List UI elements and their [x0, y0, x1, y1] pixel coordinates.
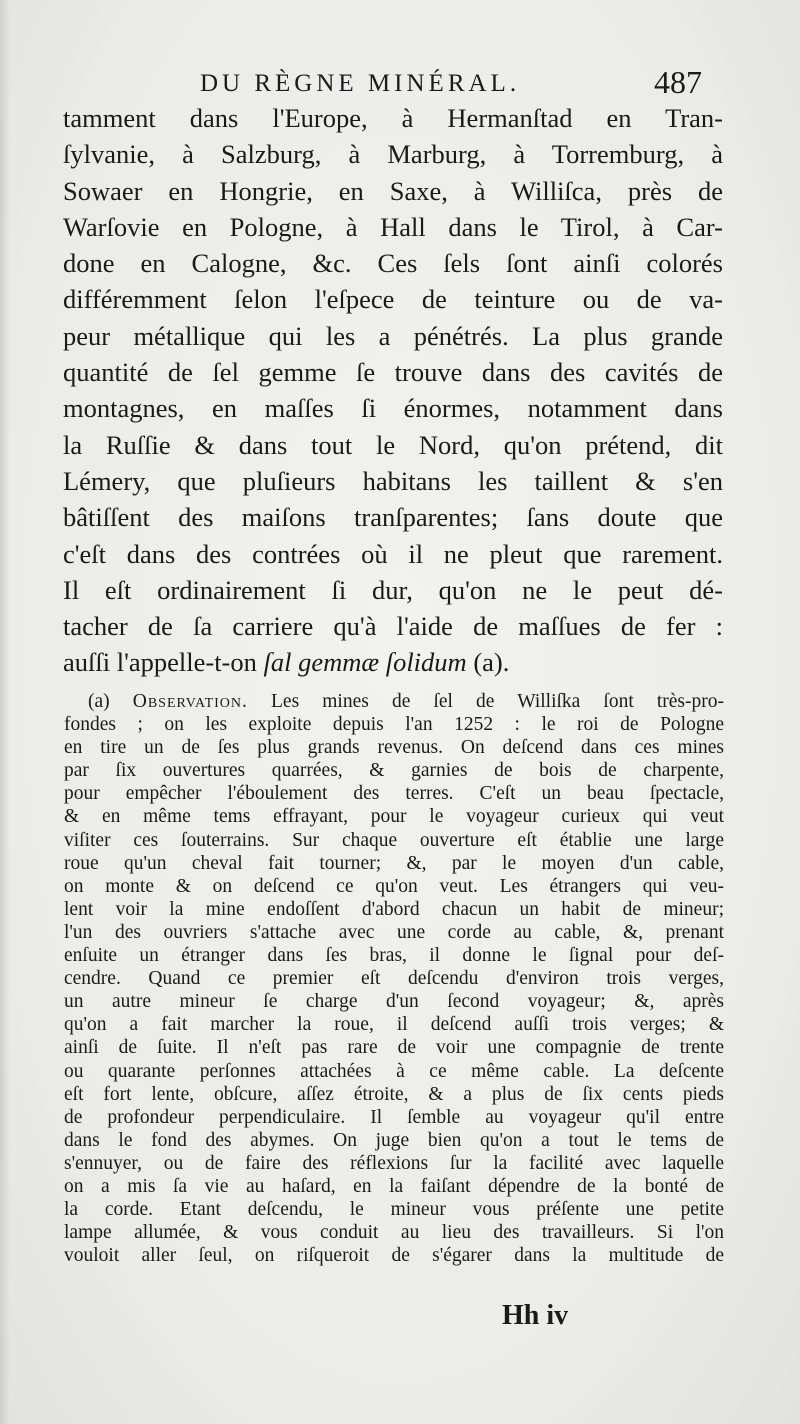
footnote-line: lent voir la mine endoſſent d'abord chacun un habit de mineur; [64, 898, 724, 920]
text-line: done en Calogne, &c. Ces ſels ſont ainſi colorés [63, 248, 723, 279]
footnote-line: ainſi de ſuite. Il n'eſt pas rare de voir une compagnie de trente [64, 1037, 724, 1059]
footnote-heading: Observation. [132, 691, 248, 712]
footnote-line: fondes ; on les exploite depuis l'an 1252 : le roi de Pologne [64, 714, 724, 736]
footnote-line: en tire un de ſes plus grands revenus. On deſcend dans ces mines [64, 737, 724, 759]
footnote-line: l'un des ouvriers s'attache avec une corde au cable, &, prenant [64, 921, 724, 943]
last-line-prefix: auſſi l'appelle-t-on [63, 647, 264, 678]
text-line: peur métallique qui les a pénétrés. La plus grande [63, 320, 723, 351]
text-line: bâtiſſent des maiſons tranſparentes; ſans doute que [63, 502, 723, 533]
text-line: différemment ſelon l'eſpece de teinture ou de va- [63, 284, 723, 315]
text-line-last [63, 644, 723, 680]
footnote-line: par ſix ouvertures quarrées, & garnies de bois de charpente, [64, 760, 724, 782]
text-line: ſylvanie, à Salzburg, à Marburg, à Torremburg, à [63, 139, 723, 170]
text-line: Warſovie en Pologne, à Hall dans le Tirol, à Car- [63, 211, 723, 242]
footnote-line: on monte & on deſcend ce qu'on veut. Les étrangers qui veu- [64, 875, 724, 897]
footnote-line: eſt fort lente, obſcure, aſſez étroite, & a plus de ſix cents pieds [64, 1083, 724, 1105]
footnote-line: cendre. Quand ce premier eſt deſcendu d'environ trois verges, [64, 968, 724, 990]
text-line: montagnes, en maſſes ſi énormes, notamment dans [63, 393, 723, 424]
text-line: Sowaer en Hongrie, en Saxe, à Williſca, près de [63, 175, 723, 206]
footnote-line: de profondeur perpendiculaire. Il ſemble au voyageur qu'il entre [64, 1106, 724, 1128]
footnote-line: & en même tems effrayant, pour le voyageur curieux qui veut [64, 806, 724, 828]
text-line: tamment dans l'Europe, à Hermanſtad en Tran- [63, 103, 723, 133]
footnote-line: on a mis ſa vie au haſard, en la faiſant dépendre de la bonté de [64, 1175, 724, 1197]
text-line: Il eſt ordinairement ſi dur, qu'on ne le peut dé- [63, 574, 723, 605]
page-number: 487 [654, 64, 702, 100]
footnote-line: roue qu'un cheval fait tourner; &, par le moyen d'un cable, [64, 852, 724, 874]
footnote-line: la corde. Etant deſcendu, le mineur vous préſente une petite [64, 1199, 724, 1221]
footnote-first-line-rest: Les mines de ſel de Williſka ſont très-pro- [247, 691, 724, 712]
footnote-line: ou quarante perſonnes attachées à ce même cable. La deſcente [64, 1060, 724, 1082]
signature-mark: Hh iv [502, 1300, 569, 1331]
footnote-line: dans le fond des abymes. On juge bien qu'on a tout le tems de [64, 1129, 724, 1151]
page-header [0, 62, 800, 102]
footnote-first-line [64, 690, 724, 713]
footnote-line: enſuite un étranger dans ſes bras, il donne le ſignal pour deſ- [64, 945, 724, 967]
footnote-marker: (a) [88, 691, 133, 712]
text-line: Lémery, que pluſieurs habitans les taillent & s'en [63, 465, 723, 496]
footnote-line: vouloit aller ſeul, on riſqueroit de s'égarer dans la multitude de [64, 1245, 724, 1267]
page-edge-shadow [0, 0, 10, 1424]
text-line: c'eſt dans des contrées où il ne pleut que rarement. [63, 538, 723, 569]
running-head: DU RÈGNE MINÉRAL. [200, 70, 521, 97]
footnote-block [64, 690, 724, 1267]
footnote-line: qu'on a fait marcher la roue, il deſcend auſſi trois verges; & [64, 1014, 724, 1036]
text-line: tacher de ſa carriere qu'à l'aide de maſſues de fer : [63, 611, 723, 642]
text-line: quantité de ſel gemme ſe trouve dans des cavités de [63, 357, 723, 388]
footnote-line: viſiter ces ſouterrains. Sur chaque ouverture eſt établie une large [64, 829, 724, 851]
footnote-reference: (a). [466, 647, 510, 678]
latin-term: ſal gemmæ ſolidum [263, 647, 467, 678]
footnote-line: s'ennuyer, ou de faire des réflexions ſur la facilité avec laquelle [64, 1152, 724, 1174]
footnote-line: pour empêcher l'éboulement des terres. C'eſt un beau ſpectacle, [64, 783, 724, 805]
main-text-block [63, 100, 723, 681]
footnote-line: lampe allumée, & vous conduit au lieu des travailleurs. Si l'on [64, 1222, 724, 1244]
footnote-line: un autre mineur ſe charge d'un ſecond voyageur; &, après [64, 991, 724, 1013]
text-line: la Ruſſie & dans tout le Nord, qu'on prétend, dit [63, 429, 723, 460]
